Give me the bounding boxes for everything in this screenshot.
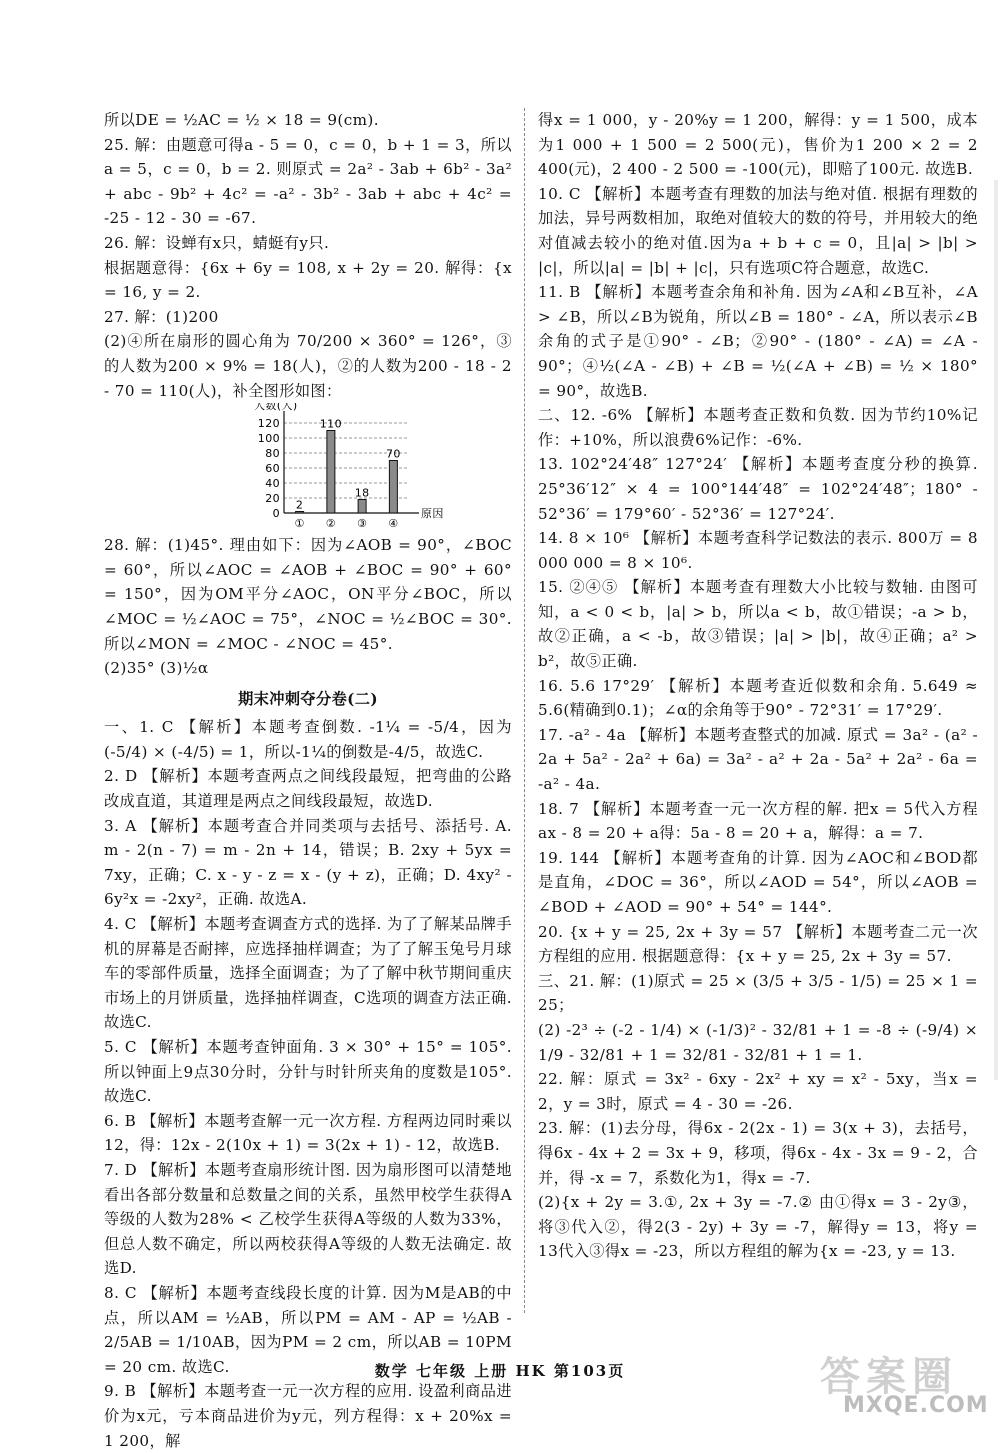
left-column	[104, 108, 512, 1453]
bar	[389, 461, 397, 514]
y-tick-label: 80	[265, 447, 280, 461]
watermark-text: 答案圈	[820, 1354, 958, 1400]
y-tick-label: 120	[257, 417, 280, 431]
answer-item: 18. 7 【解析】本题考查一元一次方程的解. 把x = 5代入方程ax - 8 = 20 + a得：5a - 8 = 20 + a，解得：a = 7.	[538, 799, 978, 843]
bar-chart-svg	[104, 403, 512, 533]
y-tick-label: 20	[265, 492, 280, 506]
page-footer: 数学 七年级 上册 HK 第103页	[374, 1362, 626, 1380]
answer-item: 4. C 【解析】本题考查调查方式的选择. 为了了解某品牌手机的屏幕是否耐摔，应选择抽样调查；为了了解玉兔号月球车的零部件质量，选择全面调查；为了了解中秋节期间重庆市场上的月饼质量，选择抽样调查，C选项的调查方法正确. 故选C.	[104, 915, 512, 1032]
answer-item: (2) -2³ ÷ (-2 - 1/4) × (-1/3)² - 32/81 + 1 = -8 ÷ (-9/4) × 1/9 - 32/81 + 1 = 32/81 - 32/81 + 1 = 1.	[538, 1020, 978, 1064]
answer-item: 7. D 【解析】本题考查扇形统计图. 因为扇形图可以清楚地看出各部分数量和总数量之间的关系，虽然甲校学生获得A等级的人数为28% < 乙校学生获得A等级的人数为33%，但总人数不确定，所以两校获得A等级的人数无法确定. 故选D.	[104, 1160, 512, 1278]
answer-item: 13. 102°24′48″ 127°24′ 【解析】本题考查度分秒的换算. 25°36′12″ × 4 = 100°144′48″ = 102°24′48″；180° - 52°36′ = 179°60′ - 52°36′ = 127°24′.	[538, 455, 978, 523]
watermark-logo	[815, 1345, 990, 1425]
answer-item: 二、12. -6% 【解析】本题考查正数和负数. 因为节约10%记作：+10%，所以浪费6%记作：-6%.	[538, 406, 978, 449]
answer-item: (2){x + 2y = 3.①, 2x + 3y = -7.② 由①得x = 3 - 2y③，将③代入②，得2(3 - 2y) + 3y = -7，解得y = 13，将y = 13代入③得x = -23，所以方程组的解为{x = -23, y = 13.	[538, 1193, 978, 1261]
answer-item: 2. D 【解析】本题考查两点之间线段最短，把弯曲的公路改成直道，其道理是两点之间线段最短，故选D.	[104, 767, 512, 811]
answer-item: 23. 解：(1)去分母，得6x - 2(2x - 1) = 3(x + 3)，去括号，得6x - 4x + 2 = 3x + 9，移项，得6x - 4x - 3x = 9 - 2，合并，得 -x = 7，系数化为1，得x = -7.	[538, 1119, 978, 1187]
answer-item: 3. A 【解析】本题考查合并同类项与去括号、添括号. A. m - 2(n - 7) = m - 2n + 14，错误；B. 2xy + 5yx = 7xy，正确；C. x - y - z = x - (y + z)，正确；D. 4xy² - 6y²x = -2xy²，正确. 故选A.	[104, 816, 512, 909]
bar-value-label: 70	[385, 447, 401, 461]
answer-item: 16. 5.6 17°29′ 【解析】本题考查近似数和余角. 5.649 ≈ 5.6(精确到0.1)；∠α的余角等于90° - 72°31′ = 17°29′.	[538, 676, 978, 720]
text-line: 所以DE = ½AC = ½ × 18 = 9(cm).	[104, 111, 379, 129]
bar-value-label: 2	[295, 498, 304, 512]
text-line: (2)35° (3)½α	[104, 659, 209, 678]
x-axis-label: 原因	[421, 507, 444, 521]
y-tick-label: 40	[265, 477, 280, 491]
x-tick-label: ③	[356, 517, 368, 531]
answer-item: 15. ②④⑤ 【解析】本题考查有理数大小比较与数轴. 由图可知，a < 0 < b，|a| > b，所以a < b，故①错误；-a > b，故②正确，a < -b，故③错误；|a| > |b|，故④正确；a² > b²，故⑤正确.	[538, 578, 978, 671]
answer-item: 一、1. C 【解析】本题考查倒数. -1¼ = -5/4，因为(-5/4) × (-4/5) = 1，所以-1¼的倒数是-4/5，故选C.	[104, 718, 512, 761]
answer-item: 10. C 【解析】本题考查有理数的加法与绝对值. 根据有理数的加法，异号两数相加，取绝对值较大的数的符号，并用较大的绝对值减去较小的绝对值.因为a + b + c = 0，且|a| > |b| > |c|，所以|a| = |b| + |c|，只有选项C符合题意，故选C.	[538, 184, 978, 277]
answer-item: 22. 解：原式 = 3x² - 6xy - 2x² + xy = x² - 5xy，当x = 2，y = 3时，原式 = 4 - 30 = -26.	[538, 1070, 978, 1113]
watermark-url: MXQE.COM	[843, 1393, 989, 1418]
answer-item: 19. 144 【解析】本题考查角的计算. 因为∠AOC和∠BOD都是直角，∠DOC = 36°，所以∠AOD = 54°，所以∠AOB = ∠BOD + ∠AOD = 90° + 54° = 144°.	[538, 848, 978, 916]
answer-item: 5. C 【解析】本题考查钟面角. 3 × 30° + 15° = 105°. 所以钟面上9点30分时，分针与时针所夹角的度数是105°. 故选C.	[104, 1038, 512, 1106]
text-line: 26. 解：设蝉有x只，蜻蜓有y只.	[104, 233, 330, 252]
y-tick-label: 60	[265, 462, 280, 476]
answer-item: 17. -a² - 4a 【解析】本题考查整式的加减. 原式 = 3a² - (a² - 2a + 5a² - 2a² + 6a) = 3a² - a² + 2a - 5a² + 2a² - 6a = -a² - 4a.	[538, 725, 978, 794]
text-line: (2)④所在扇形的圆心角为 70/200 × 360° = 126°，③的人数为200 × 9% = 18(人)，②的人数为200 - 18 - 2 - 70 = 110(人)，补全图形如图：	[104, 332, 512, 400]
answer-item: 11. B 【解析】本题考查余角和补角. 因为∠A和∠B互补，∠A > ∠B，所以∠B为锐角，所以∠B = 180° - ∠A，所以表示∠B余角的式子是①90° - ∠B；②90° - (180° - ∠A) = ∠A - 90°；④½(∠A - ∠B) + ∠B = ½(∠A + ∠B) = ½ × 180° = 90°，故选B.	[538, 283, 978, 400]
text-line: 根据题意得：{6x + 6y = 108, x + 2y = 20. 解得：{x = 16, y = 2.	[104, 258, 512, 302]
answer-item: 三、21. 解：(1)原式 = 25 × (3/5 + 3/5 - 1/5) = 25 × 1 = 25；	[538, 971, 978, 1015]
bar	[358, 500, 366, 514]
answer-item: 9. B 【解析】本题考查一元一次方程的应用. 设盈利商品进价为x元，亏本商品进价为y元，列方程得：x + 20%x = 1 200，解	[104, 1382, 512, 1450]
answer-item: 8. C 【解析】本题考查线段长度的计算. 因为M是AB的中点，所以AM = ½AB，所以PM = AM - AP = ½AB - 2/5AB = 1/10AB，因为PM = 2 cm，所以AB = 10PM = 20 cm. 故选C.	[104, 1283, 512, 1376]
bar	[327, 431, 335, 514]
text-line: 25. 解：由题意可得a - 5 = 0，c = 0，b + 1 = 3，所以a = 5，c = 0，b = 2. 则原式 = 2a² - 3ab + 6b² - 3a² + abc - 9b² + 4c² = -a² - 3b² - 3ab + abc + 4c² = -25 - 12 - 30 = -67.	[104, 135, 512, 228]
text-line: 27. 解：(1)200	[104, 307, 219, 326]
x-tick-label: ①	[294, 517, 305, 531]
answer-item: 14. 8 × 10⁶ 【解析】本题考查科学记数法的表示. 800万 = 8 000 000 = 8 × 10⁶.	[538, 529, 978, 572]
text-line: 28. 解：(1)45°. 理由如下：因为∠AOB = 90°，∠BOC = 60°，所以∠AOC = ∠AOB + ∠BOC = 90° + 60° = 150°，因为OM平分∠AOC，ON平分∠BOC，所以∠MOC = ½∠AOC = 75°，∠NOC = ½∠BOC = 30°. 所以∠MON = ∠MOC - ∠NOC = 45°.	[104, 536, 512, 653]
answer-item: 20. {x + y = 25, 2x + 3y = 57 【解析】本题考查二元一次方程组的应用. 根据题意得：{x + y = 25, 2x + 3y = 57.	[538, 922, 978, 966]
bar-chart	[104, 403, 512, 533]
bar-value-label: 110	[319, 417, 342, 431]
column-divider	[524, 108, 525, 1313]
page-edge-shadow	[994, 180, 998, 1080]
answer-item: 6. B 【解析】本题考查解一元一次方程. 方程两边同时乘以12，得：12x - 2(10x + 1) = 3(2x + 1) - 12，故选B.	[104, 1111, 512, 1155]
y-tick-label: 100	[257, 432, 280, 446]
y-tick-label: 0	[272, 507, 280, 521]
bar	[296, 512, 304, 514]
bar-value-label: 18	[354, 486, 370, 500]
right-column	[538, 108, 978, 1264]
x-tick-label: ②	[325, 517, 337, 531]
answer-item: 得x = 1 000，y - 20%y = 1 200，解得：y = 1 500，成本为1 000 + 1 500 = 2 500(元)，售价为1 200 × 2 = 2 400(元)，2 400 - 2 500 = -100(元)，即赔了100元. 故选B.	[538, 111, 978, 179]
y-axis-label: 人数(人)	[254, 403, 298, 413]
x-tick-label: ④	[388, 517, 399, 531]
section-title: 期末冲刺夺分卷(二)	[238, 689, 378, 708]
